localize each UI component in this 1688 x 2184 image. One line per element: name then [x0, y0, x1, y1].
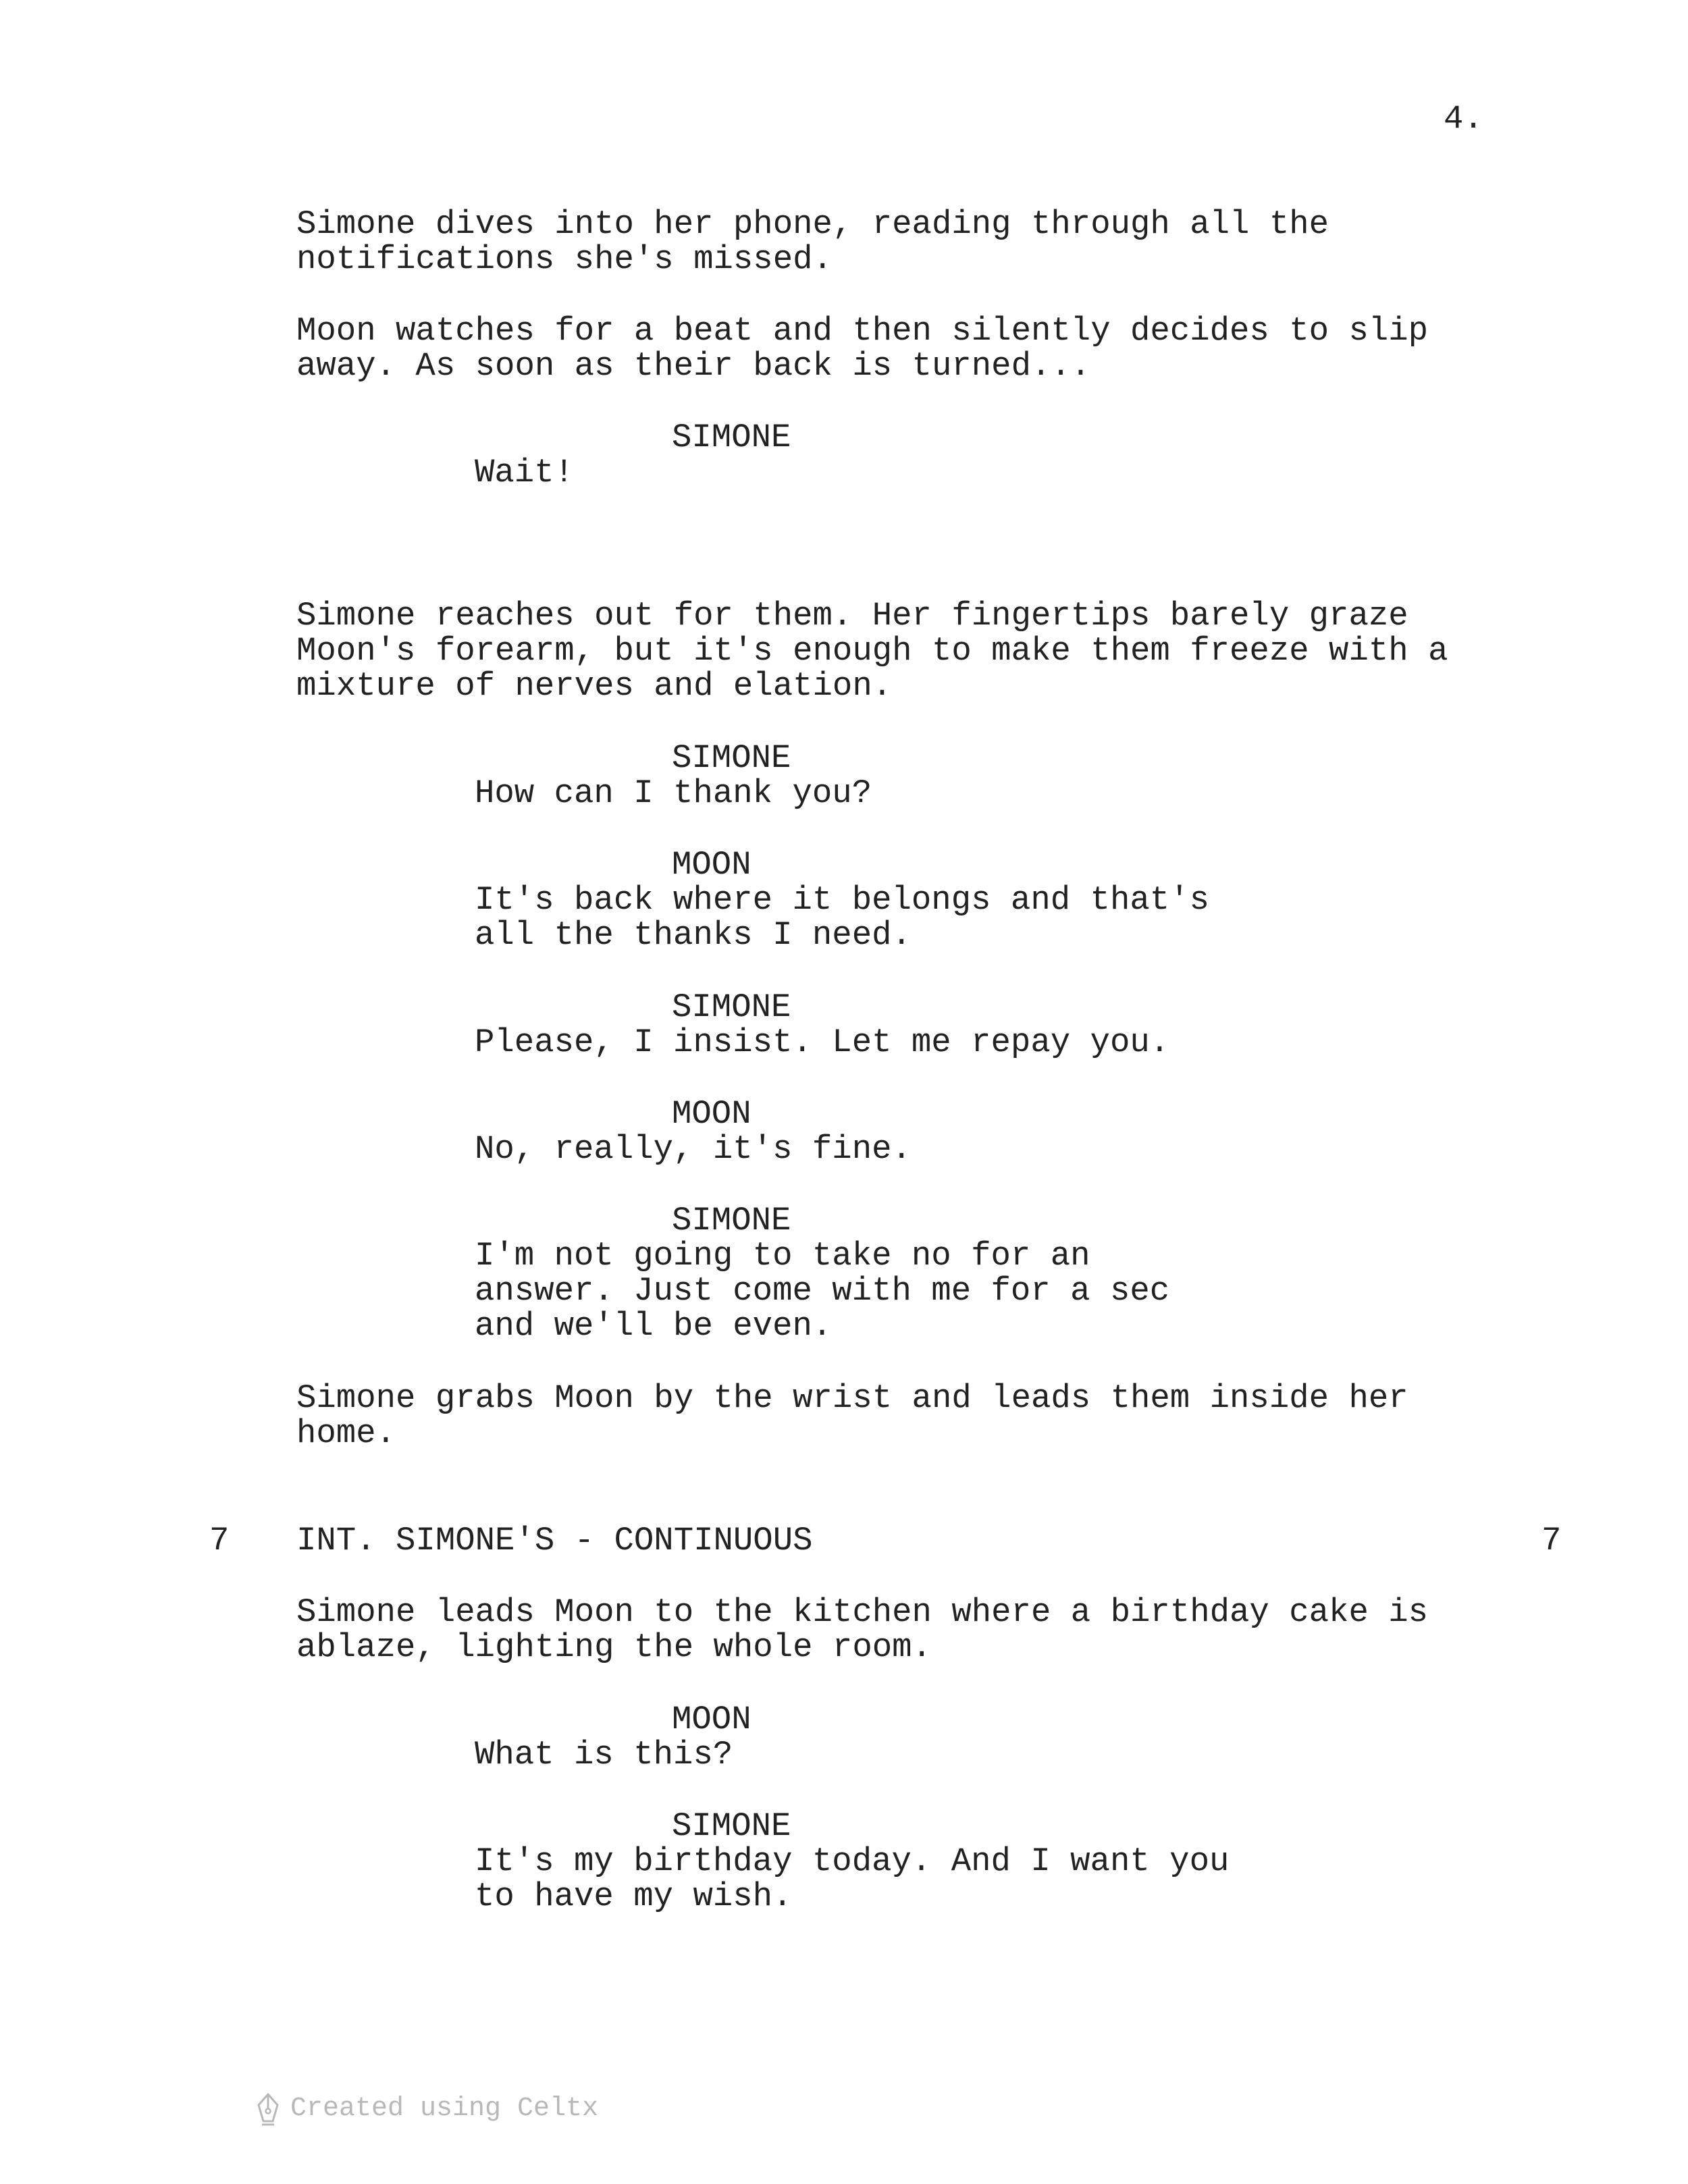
dialogue-line: and we'll be even. — [475, 1307, 833, 1345]
dialogue-line: I'm not going to take no for an — [475, 1237, 1090, 1275]
action-line: away. As soon as their back is turned... — [296, 347, 1091, 385]
action-line: Simone grabs Moon by the wrist and leads them inside her — [296, 1379, 1408, 1417]
scene-heading: INT. SIMONE'S - CONTINUOUS — [296, 1522, 813, 1560]
dialogue-line: to have my wish. — [475, 1877, 793, 1915]
footer — [255, 2092, 598, 2127]
character-name: SIMONE — [672, 419, 791, 456]
action-line: home. — [296, 1414, 396, 1452]
dialogue-line: answer. Just come with me for a sec — [475, 1272, 1170, 1310]
action-line: Simone dives into her phone, reading through all the — [296, 205, 1329, 243]
character-name: SIMONE — [672, 988, 791, 1026]
action-line: Moon's forearm, but it's enough to make them freeze with a — [296, 632, 1448, 670]
dialogue-line: It's back where it belongs and that's — [475, 881, 1209, 919]
action-line: Moon watches for a beat and then silently decides to slip — [296, 312, 1429, 350]
page-number: 4. — [1444, 100, 1483, 138]
action-line: Simone leads Moon to the kitchen where a birthday cake is — [296, 1593, 1429, 1631]
action-line: mixture of nerves and elation. — [296, 667, 893, 705]
dialogue-line: Please, I insist. Let me repay you. — [475, 1023, 1170, 1061]
dialogue-line: It's my birthday today. And I want you — [475, 1842, 1230, 1880]
character-name: SIMONE — [672, 1202, 791, 1240]
pen-nib-icon — [255, 2092, 281, 2127]
action-line: Simone reaches out for them. Her fingertips barely graze — [296, 597, 1408, 635]
character-name: SIMONE — [672, 739, 791, 777]
dialogue-line: How can I thank you? — [475, 774, 872, 812]
dialogue-line: What is this? — [475, 1736, 733, 1774]
footer-text: Created using Celtx — [290, 2094, 599, 2124]
dialogue-line: No, really, it's fine. — [475, 1130, 912, 1168]
action-line: ablaze, lighting the whole room. — [296, 1628, 932, 1666]
character-name: MOON — [672, 1095, 751, 1133]
action-line: notifications she's missed. — [296, 240, 833, 278]
dialogue-line: Wait! — [475, 454, 575, 491]
character-name: SIMONE — [672, 1807, 791, 1845]
scene-number-right: 7 — [1541, 1522, 1562, 1560]
character-name: MOON — [672, 846, 751, 884]
dialogue-line: all the thanks I need. — [475, 916, 912, 954]
character-name: MOON — [672, 1701, 751, 1738]
scene-number-left: 7 — [209, 1522, 230, 1560]
